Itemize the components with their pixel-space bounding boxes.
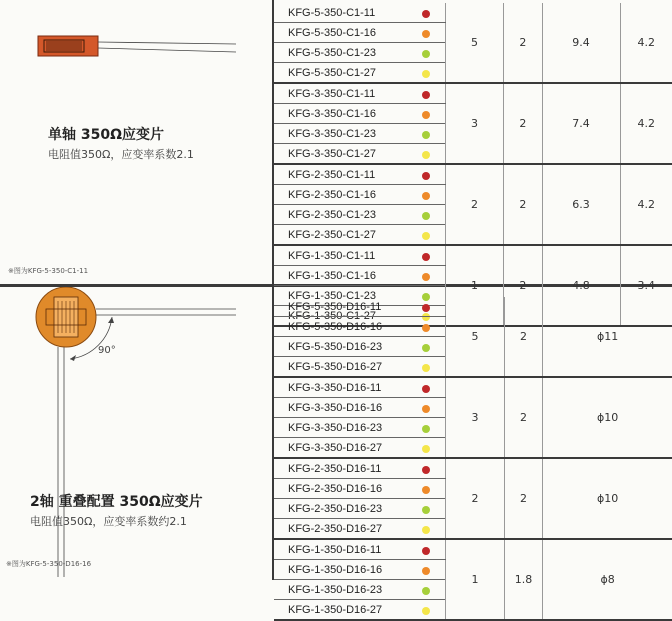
- color-code-cell: [408, 398, 446, 418]
- spec-value-c1: 1: [446, 539, 504, 620]
- color-dot-icon: [422, 607, 430, 615]
- spec-value-c2: 2: [504, 458, 543, 539]
- spec-value-c3: ϕ10: [543, 458, 672, 539]
- spec-value-c3: ϕ11: [543, 297, 672, 377]
- model-number: KFG-3-350-D16-27: [274, 438, 408, 459]
- spec-value-c4: 3.4: [620, 245, 672, 326]
- model-number: KFG-1-350-C1-11: [274, 245, 407, 266]
- color-dot-icon: [422, 547, 430, 555]
- color-dot-icon: [422, 131, 430, 139]
- model-number: KFG-1-350-C1-16: [274, 266, 407, 286]
- color-code-cell: [408, 317, 446, 337]
- color-dot-icon: [422, 151, 430, 159]
- spec-value-c1: 1: [445, 245, 503, 326]
- color-dot-icon: [422, 466, 430, 474]
- color-dot-icon: [422, 212, 430, 220]
- section2-subtitle: 电阻值350Ω，应变率系数约2.1: [30, 515, 187, 528]
- color-dot-icon: [422, 385, 430, 393]
- color-code-cell: [408, 377, 446, 398]
- color-code-cell: [407, 23, 445, 43]
- color-code-cell: [407, 185, 445, 205]
- model-number: KFG-2-350-C1-23: [274, 205, 407, 225]
- color-dot-icon: [422, 91, 430, 99]
- model-number: KFG-1-350-C1-23: [274, 286, 407, 306]
- color-dot-icon: [422, 364, 430, 372]
- color-dot-icon: [422, 324, 430, 332]
- color-dot-icon: [422, 232, 430, 240]
- color-code-cell: [408, 438, 446, 459]
- color-code-cell: [408, 297, 446, 317]
- table-row: [274, 83, 672, 104]
- model-number: KFG-2-350-D16-23: [274, 499, 408, 519]
- color-dot-icon: [422, 344, 430, 352]
- section1-illustration-panel: [0, 0, 272, 285]
- color-code-cell: [407, 124, 445, 144]
- color-code-cell: [408, 418, 446, 438]
- color-dot-icon: [422, 526, 430, 534]
- model-number: KFG-2-350-D16-27: [274, 519, 408, 540]
- model-number: KFG-5-350-D16-27: [274, 357, 408, 378]
- spec-value-c2: 2: [504, 245, 542, 326]
- section1-caption: ※图为KFG-5-350-C1-11: [8, 267, 89, 275]
- model-number: KFG-3-350-C1-11: [274, 83, 407, 104]
- color-dot-icon: [422, 304, 430, 312]
- spec-value-c4: 4.2: [620, 3, 672, 83]
- color-code-cell: [408, 560, 446, 580]
- model-number: KFG-3-350-D16-16: [274, 398, 408, 418]
- section2-angle-label: 90°: [98, 345, 116, 356]
- color-code-cell: [407, 63, 445, 84]
- spec-value-c3: ϕ10: [543, 377, 672, 458]
- spec-value-c1: 3: [446, 377, 504, 458]
- color-code-cell: [408, 479, 446, 499]
- model-number: KFG-5-350-D16-11: [274, 297, 408, 317]
- color-dot-icon: [422, 445, 430, 453]
- section2-title: 2轴 重叠配置 350Ω应变片: [30, 494, 203, 510]
- table-row: [274, 164, 672, 185]
- model-number: KFG-3-350-C1-23: [274, 124, 407, 144]
- color-code-cell: [408, 539, 446, 560]
- spec-value-c1: 5: [445, 3, 503, 83]
- color-code-cell: [407, 225, 445, 246]
- single-axis-strain-gauge-image: [0, 0, 272, 120]
- two-axis-strain-gauge-image: [0, 287, 272, 587]
- color-dot-icon: [422, 405, 430, 413]
- model-number: KFG-5-350-C1-16: [274, 23, 407, 43]
- spec-value-c2: 1.8: [504, 539, 543, 620]
- model-number: KFG-2-350-D16-11: [274, 458, 408, 479]
- spec-value-c3: 9.4: [542, 3, 620, 83]
- color-code-cell: [407, 144, 445, 165]
- color-code-cell: [408, 519, 446, 540]
- color-code-cell: [407, 3, 445, 23]
- model-number: KFG-1-350-D16-27: [274, 600, 408, 621]
- spec-value-c4: 4.2: [620, 83, 672, 164]
- spec-value-c3: 4.8: [542, 245, 620, 326]
- spec-value-c1: 2: [445, 164, 503, 245]
- color-code-cell: [408, 600, 446, 621]
- section2-illustration-panel: [0, 287, 272, 580]
- table-row: [274, 458, 672, 479]
- color-dot-icon: [422, 253, 430, 261]
- color-dot-icon: [422, 192, 430, 200]
- spec-value-c3: ϕ8: [543, 539, 672, 620]
- model-number: KFG-5-350-C1-27: [274, 63, 407, 84]
- spec-value-c2: 2: [504, 3, 542, 83]
- spec-value-c4: 4.2: [620, 164, 672, 245]
- spec-value-c1: 3: [445, 83, 503, 164]
- section1-spec-table: [274, 3, 672, 327]
- color-dot-icon: [422, 273, 430, 281]
- color-dot-icon: [422, 30, 430, 38]
- model-number: KFG-5-350-D16-23: [274, 337, 408, 357]
- model-number: KFG-1-350-D16-16: [274, 560, 408, 580]
- spec-value-c2: 2: [504, 297, 543, 377]
- section1-title: 单轴 350Ω应变片: [48, 127, 164, 143]
- model-number: KFG-2-350-D16-16: [274, 479, 408, 499]
- color-code-cell: [408, 337, 446, 357]
- spec-value-c2: 2: [504, 164, 542, 245]
- section2-spec-table: [274, 297, 672, 621]
- color-dot-icon: [422, 111, 430, 119]
- model-number: KFG-2-350-C1-16: [274, 185, 407, 205]
- color-code-cell: [407, 43, 445, 63]
- spec-value-c1: 2: [446, 458, 504, 539]
- color-code-cell: [408, 580, 446, 600]
- section1-subtitle: 电阻值350Ω，应变率系数2.1: [48, 148, 194, 161]
- color-code-cell: [407, 266, 445, 286]
- model-number: KFG-1-350-C1-27: [274, 306, 407, 327]
- color-dot-icon: [422, 567, 430, 575]
- color-code-cell: [407, 164, 445, 185]
- model-number: KFG-5-350-C1-23: [274, 43, 407, 63]
- color-code-cell: [408, 499, 446, 519]
- model-number: KFG-5-350-C1-11: [274, 3, 407, 23]
- spec-value-c3: 7.4: [542, 83, 620, 164]
- color-dot-icon: [422, 50, 430, 58]
- model-number: KFG-3-350-C1-27: [274, 144, 407, 165]
- color-dot-icon: [422, 70, 430, 78]
- color-code-cell: [407, 83, 445, 104]
- table-row: [274, 3, 672, 23]
- spec-value-c2: 2: [504, 83, 542, 164]
- table-row: [274, 539, 672, 560]
- spec-value-c3: 6.3: [542, 164, 620, 245]
- section2-caption: ※图为KFG-5-350-D16-16: [6, 560, 92, 568]
- table-row: [274, 245, 672, 266]
- model-number: KFG-3-350-C1-16: [274, 104, 407, 124]
- model-number: KFG-3-350-D16-23: [274, 418, 408, 438]
- color-dot-icon: [422, 172, 430, 180]
- color-code-cell: [407, 205, 445, 225]
- color-code-cell: [408, 357, 446, 378]
- color-dot-icon: [422, 425, 430, 433]
- color-code-cell: [407, 245, 445, 266]
- model-number: KFG-1-350-D16-23: [274, 580, 408, 600]
- spec-value-c1: 5: [446, 297, 504, 377]
- table-row: [274, 377, 672, 398]
- color-dot-icon: [422, 10, 430, 18]
- model-number: KFG-2-350-C1-11: [274, 164, 407, 185]
- table-row: [274, 297, 672, 317]
- model-number: KFG-1-350-D16-11: [274, 539, 408, 560]
- color-dot-icon: [422, 506, 430, 514]
- model-number: KFG-5-350-D16-16: [274, 317, 408, 337]
- spec-value-c2: 2: [504, 377, 543, 458]
- color-dot-icon: [422, 587, 430, 595]
- model-number: KFG-3-350-D16-11: [274, 377, 408, 398]
- model-number: KFG-2-350-C1-27: [274, 225, 407, 246]
- color-code-cell: [407, 104, 445, 124]
- color-dot-icon: [422, 486, 430, 494]
- color-code-cell: [408, 458, 446, 479]
